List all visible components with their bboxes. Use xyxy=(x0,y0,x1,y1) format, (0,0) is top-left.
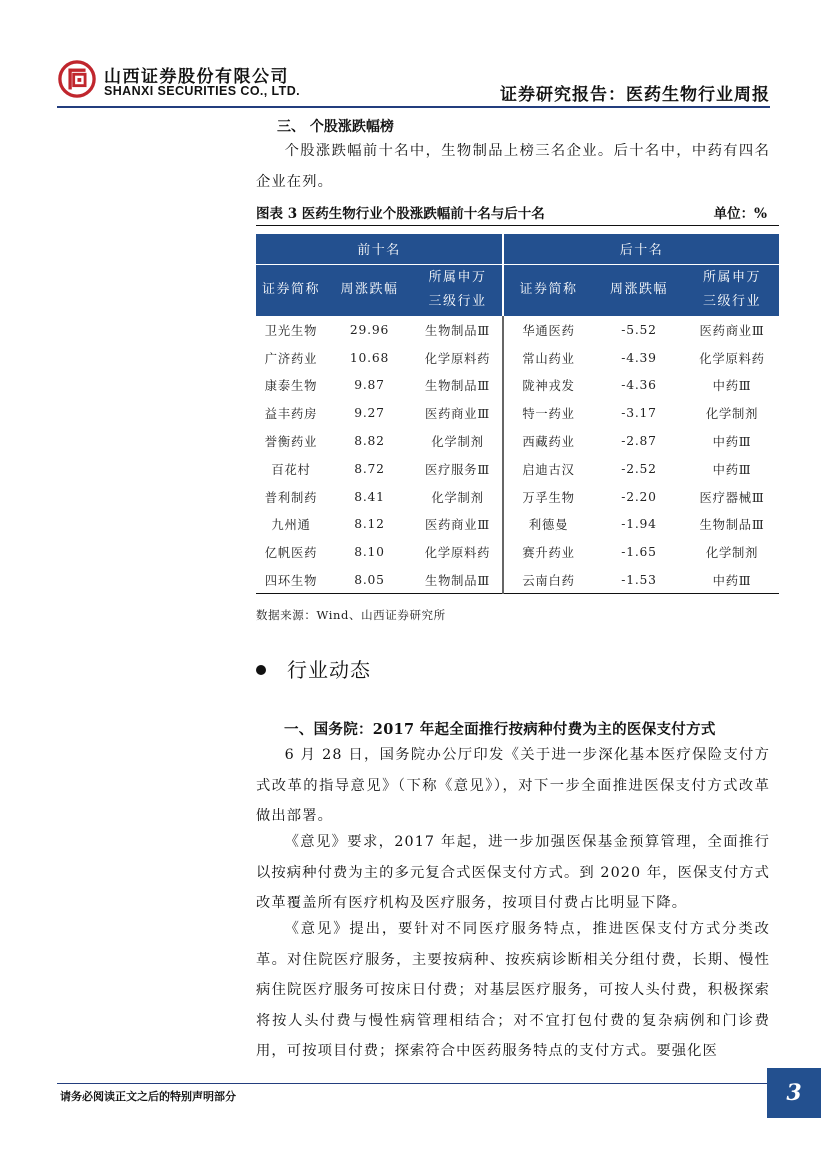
top-stock-change: 9.87 xyxy=(354,378,385,393)
bottom-stock-industry: 中药Ⅲ xyxy=(712,462,752,477)
top-stock-industry: 化学原料药 xyxy=(424,351,491,366)
top-stock-industry: 生物制品Ⅲ xyxy=(424,323,491,338)
top-stock-name: 卫光生物 xyxy=(264,323,318,338)
top-stock-change: 8.12 xyxy=(354,517,385,532)
bottom-stock-industry: 医药商业Ⅲ xyxy=(699,323,765,338)
bottom-stock-change: -2.52 xyxy=(621,461,657,476)
column-header-name: 证券简称 xyxy=(256,264,326,316)
bottom-stock-change: -2.20 xyxy=(621,489,657,504)
bottom-stock-name: 赛升药业 xyxy=(503,538,593,566)
top-stock-change: 8.10 xyxy=(354,545,385,560)
section-heading-industry-news: 行业动态 xyxy=(287,658,371,682)
table-row xyxy=(256,372,779,400)
top-stock-name: 誉衡药业 xyxy=(264,435,318,450)
top-stock-industry: 生物制品Ⅲ xyxy=(424,379,491,394)
company-logo-icon xyxy=(58,60,96,98)
top-stock-change: 8.72 xyxy=(354,461,385,476)
table-row xyxy=(256,483,779,511)
top-stock-change: 8.82 xyxy=(354,434,385,449)
top-stock-change: 29.96 xyxy=(349,322,390,337)
footer-disclaimer: 请务必阅读正文之后的特别声明部分 xyxy=(60,1090,236,1103)
bottom-stock-change: -4.36 xyxy=(621,378,657,393)
top-stock-industry: 医药商业Ⅲ xyxy=(424,518,491,533)
bottom-stock-industry: 化学制剂 xyxy=(705,546,759,561)
section-heading-stock-ranking: 三、 个股涨跌幅榜 xyxy=(277,119,394,135)
column-header-name: 证券简称 xyxy=(503,264,593,316)
table-row xyxy=(256,455,779,483)
table-row xyxy=(256,427,779,455)
bottom-stock-industry: 化学制剂 xyxy=(705,407,759,422)
top-stock-change: 9.27 xyxy=(354,406,385,421)
top-stock-industry: 生物制品Ⅲ xyxy=(413,566,503,594)
bottom-stock-change: -2.87 xyxy=(621,434,657,449)
top-stock-name: 康泰生物 xyxy=(264,379,318,394)
top-stock-change: 8.41 xyxy=(354,489,385,504)
bottom-stock-name: 利德曼 xyxy=(503,511,593,539)
table-row xyxy=(256,399,779,427)
group-header-top-ten: 前十名 xyxy=(256,234,503,264)
news-paragraph: 6 月 28 日，国务院办公厅印发《关于进一步深化基本医疗保险支付方式改革的指导意见》（下称《意见》），对下一步全面推进医保支付方式改革做出部署。 xyxy=(256,747,770,824)
figure-unit: 单位：% xyxy=(713,206,767,222)
top-stock-name: 九州通 xyxy=(271,518,311,533)
bottom-stock-change: -3.17 xyxy=(621,406,657,421)
figure-title-rule xyxy=(256,225,779,226)
top-stock-name: 益丰药房 xyxy=(264,407,318,422)
group-header-bottom-ten: 后十名 xyxy=(503,234,779,264)
bottom-stock-industry: 中药Ⅲ xyxy=(712,435,752,450)
news-item-heading: 一、国务院：2017 年起全面推行按病种付费为主的医保支付方式 xyxy=(284,721,716,738)
top-stock-industry: 化学原料药 xyxy=(424,546,491,561)
top-stock-change: 8.05 xyxy=(326,566,413,594)
company-name-en: SHANXI SECURITIES CO., LTD. xyxy=(104,84,300,98)
top-stock-name: 普利制药 xyxy=(264,490,318,505)
figure-title: 图表 3 医药生物行业个股涨跌幅前十名与后十名 xyxy=(256,206,545,222)
column-header-industry: 所属申万 三级行业 xyxy=(413,264,503,316)
header-divider xyxy=(57,106,770,108)
column-header-industry: 所属申万 三级行业 xyxy=(685,264,779,316)
top-stock-name: 广济药业 xyxy=(264,351,318,366)
news-paragraph: 《意见》提出，要针对不同医疗服务特点，推进医保支付方式分类改革。对住院医疗服务，主要按病种、按疾病诊断相关分组付费，长期、慢性病住院医疗服务可按床日付费；对基层医疗服务，可按人头付费，积极探索将按人头付费与慢性病管理相结合；对不宜打包付费的复杂病例和门诊费用，可按项目付费；探索符合中医药服务特点的支付方式。要强化医 xyxy=(256,921,770,1059)
top-stock-industry: 医疗服务Ⅲ xyxy=(424,462,491,477)
table-row xyxy=(256,344,779,372)
bottom-stock-name: 西藏药业 xyxy=(503,427,593,455)
table-row xyxy=(256,538,779,566)
top-stock-change: 10.68 xyxy=(349,350,390,365)
top-stock-industry: 化学制剂 xyxy=(431,435,484,450)
bottom-stock-change: -1.65 xyxy=(621,545,657,560)
bottom-stock-industry: 医疗器械Ⅲ xyxy=(699,490,765,505)
column-header-change: 周涨跌幅 xyxy=(326,264,413,316)
bottom-stock-name: 启迪古汉 xyxy=(503,455,593,483)
bottom-stock-industry: 中药Ⅲ xyxy=(685,566,779,594)
section-paragraph: 个股涨跌幅前十名中，生物制品上榜三名企业。后十名中，中药有四名企业在列。 xyxy=(256,143,770,190)
bottom-stock-name: 华通医药 xyxy=(503,316,593,344)
data-source-note: 数据来源：Wind、山西证券研究所 xyxy=(256,608,446,622)
table-row xyxy=(256,566,779,594)
top-stock-name: 亿帆医药 xyxy=(264,546,318,561)
bottom-stock-industry: 生物制品Ⅲ xyxy=(699,518,765,533)
bottom-stock-change: -1.94 xyxy=(621,517,657,532)
column-header-change: 周涨跌幅 xyxy=(593,264,685,316)
bottom-stock-name: 特一药业 xyxy=(503,399,593,427)
bottom-stock-name: 常山药业 xyxy=(503,344,593,372)
top-stock-industry: 化学制剂 xyxy=(431,490,484,505)
bottom-stock-name: 云南白药 xyxy=(503,566,593,594)
company-name-cn: 山西证券股份有限公司 xyxy=(104,67,289,87)
bottom-stock-industry: 中药Ⅲ xyxy=(712,379,752,394)
bottom-stock-name: 陇神戎发 xyxy=(503,372,593,400)
bullet-icon xyxy=(256,665,266,675)
bottom-stock-change: -1.53 xyxy=(593,566,685,594)
top-stock-name: 四环生物 xyxy=(256,566,326,594)
top-stock-name: 百花村 xyxy=(271,462,311,477)
footer-divider xyxy=(57,1083,767,1084)
bottom-stock-name: 万孚生物 xyxy=(503,483,593,511)
table-row xyxy=(256,316,779,344)
table-row xyxy=(256,511,779,539)
bottom-stock-change: -4.39 xyxy=(621,350,657,365)
bottom-stock-industry: 化学原料药 xyxy=(699,351,765,366)
report-title: 证券研究报告：医药生物行业周报 xyxy=(500,85,770,105)
news-paragraph: 《意见》要求，2017 年起，进一步加强医保基金预算管理，全面推行以按病种付费为主的多元复合式医保支付方式。到 2020 年，医保支付方式改革覆盖所有医疗机构及医疗服务，按项目付费占比明显下降。 xyxy=(256,834,770,911)
stock-ranking-table xyxy=(256,234,779,594)
top-stock-industry: 医药商业Ⅲ xyxy=(424,407,491,422)
page-number: 3 xyxy=(767,1068,821,1118)
bottom-stock-change: -5.52 xyxy=(621,322,657,337)
